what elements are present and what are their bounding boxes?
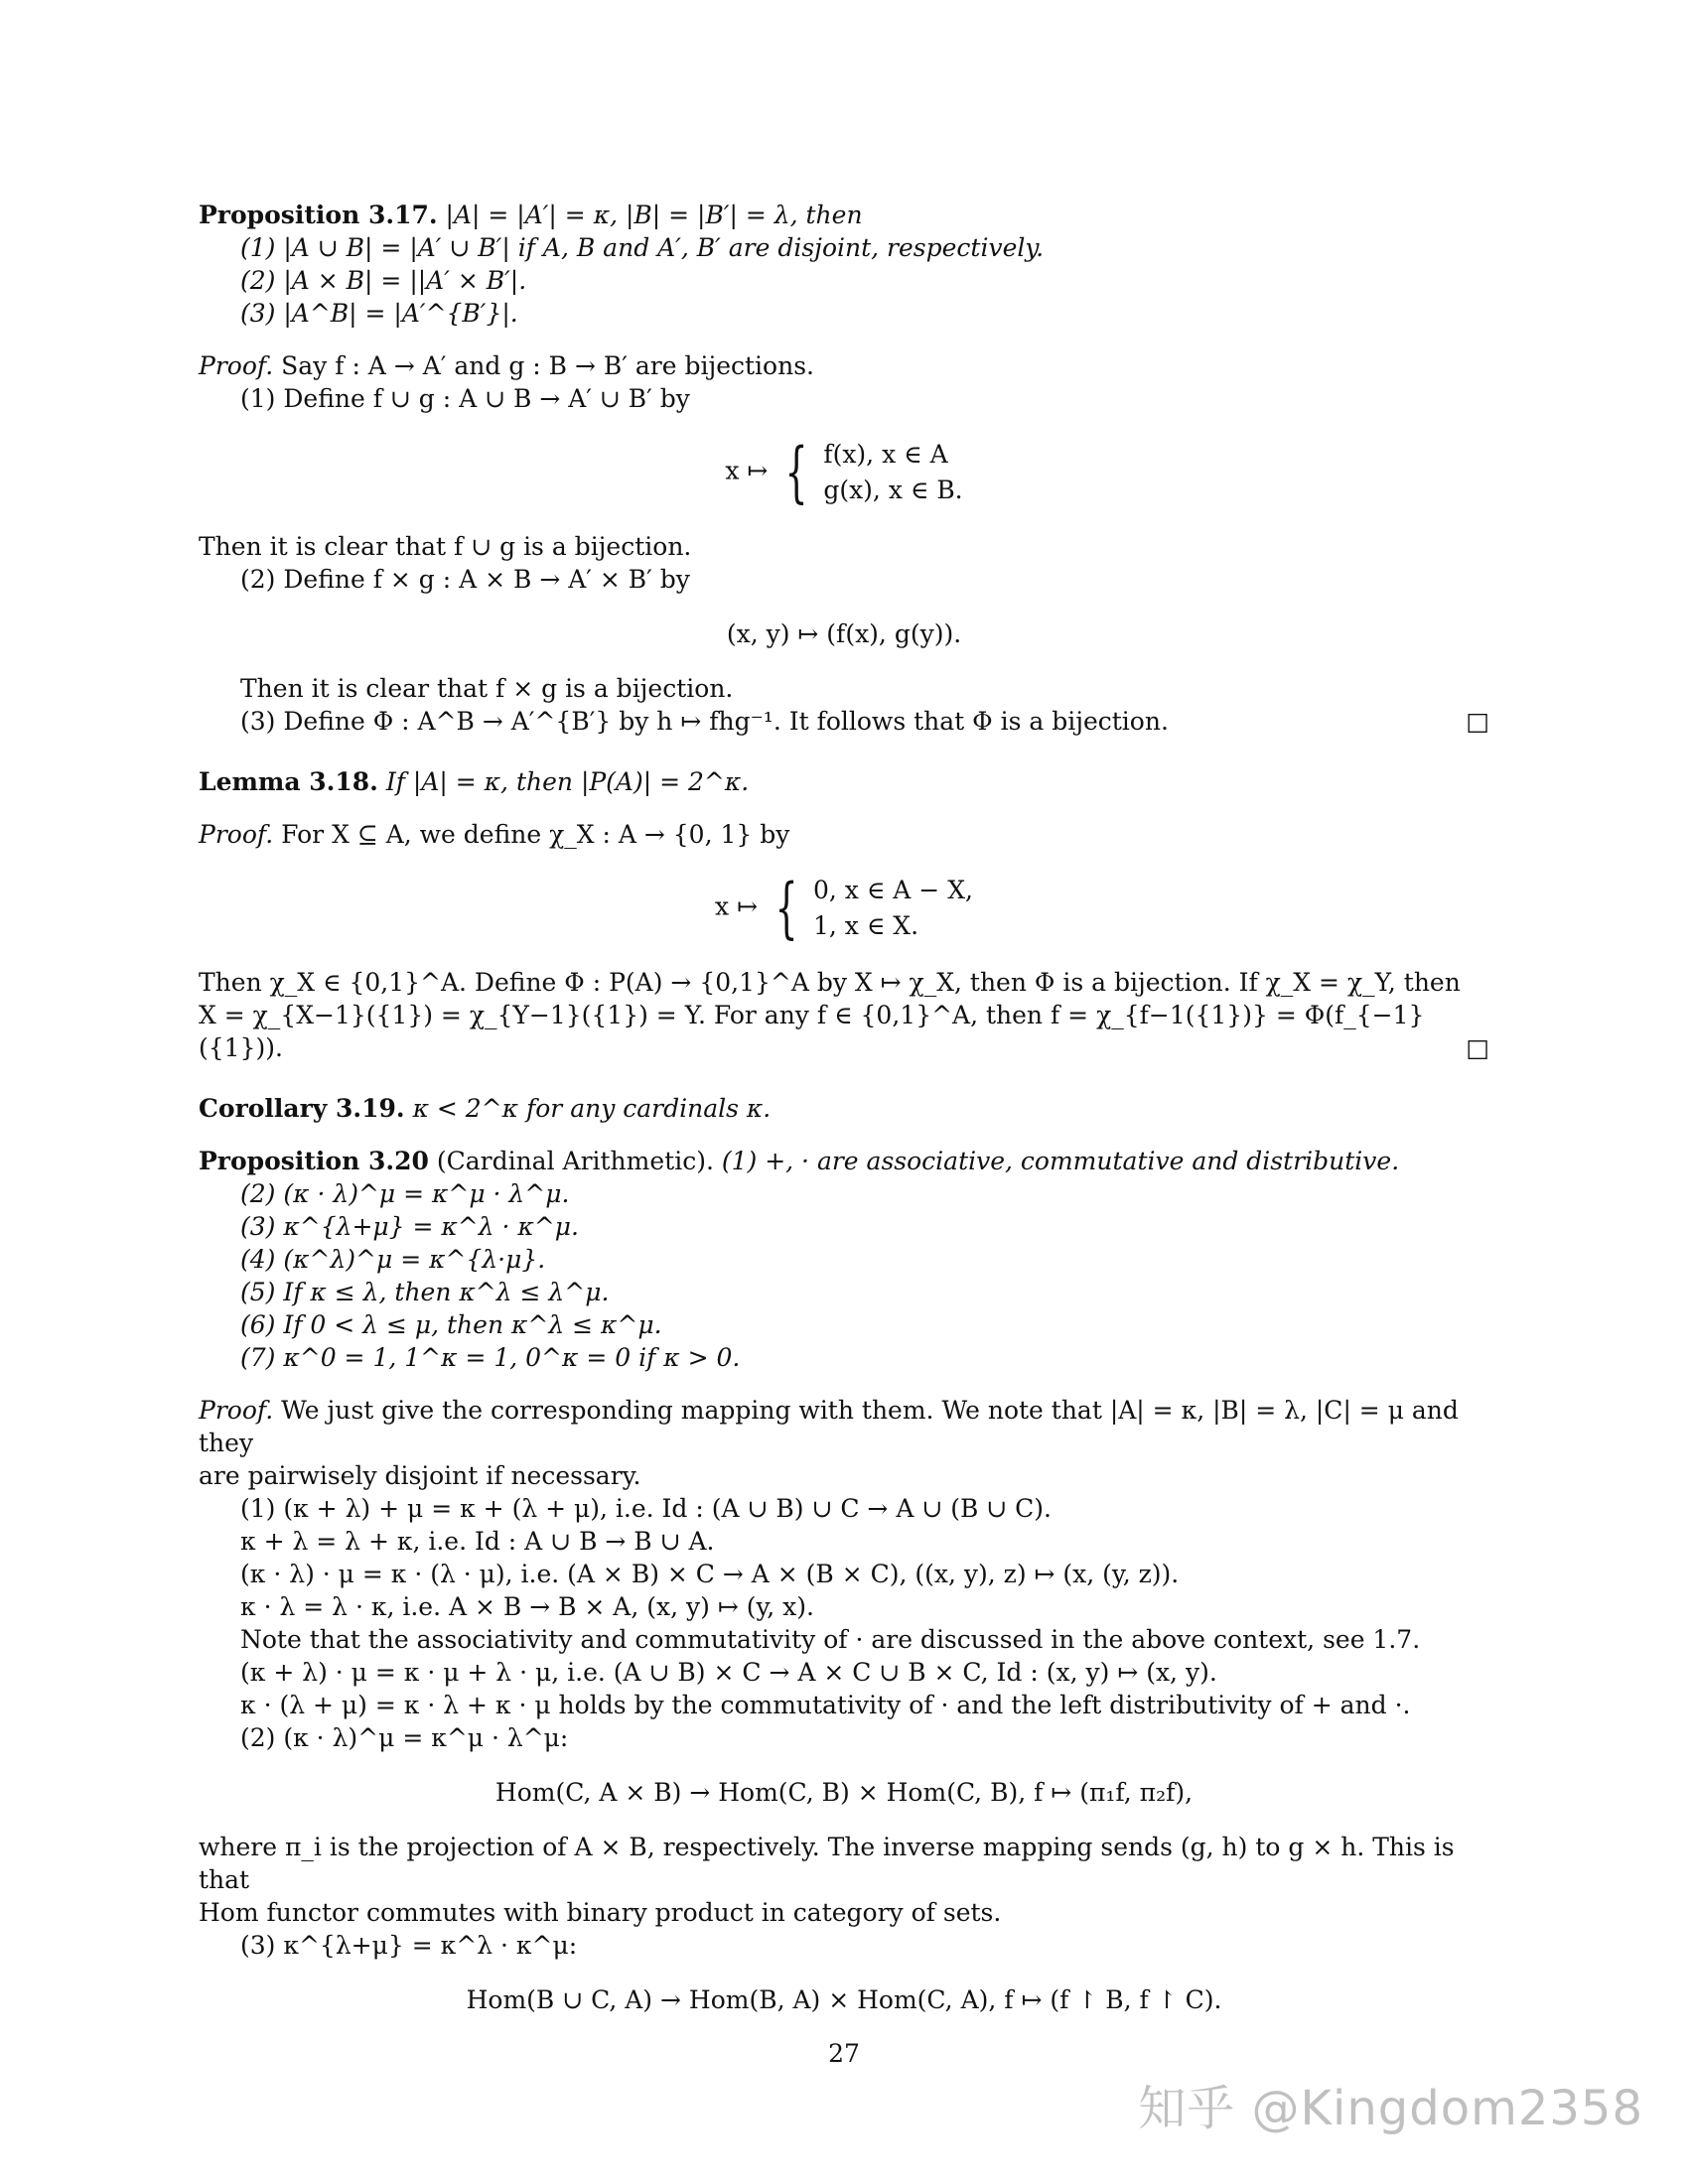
- proof-text: X = χ_{X−1}({1}) = χ_{Y−1}({1}) = Y. For any f ∈ {0,1}^A, then f = χ_{f−1({1})} = Φ(f_{−1}({1})).: [199, 1001, 1425, 1062]
- proof-3-17-intro: [199, 349, 1489, 382]
- proof-text: We just give the corresponding mapping with them. We note that |A| = κ, |B| = λ, |C| = μ and they: [199, 1396, 1459, 1457]
- proof-text: are pairwisely disjoint if necessary.: [199, 1461, 641, 1490]
- proof-text: For X ⊆ A, we define χ_X : A → {0, 1} by: [281, 820, 790, 849]
- proof-heading: Proof.: [199, 820, 274, 849]
- proposition-item: (6) If 0 < λ ≤ μ, then κ^λ ≤ κ^μ.: [240, 1310, 662, 1339]
- proof-text: Say f : A → A′ and g : B → B′ are bijections.: [281, 351, 814, 380]
- proposition-item: (2) (κ · λ)^μ = κ^μ · λ^μ.: [240, 1179, 570, 1208]
- left-brace: {: [784, 434, 808, 510]
- case-line: f(x), x ∈ A: [823, 440, 948, 469]
- proof-step: (2) Define f × g : A × B → A′ × B′ by: [240, 565, 690, 594]
- proposition-parenthetical: (Cardinal Arithmetic).: [436, 1147, 714, 1175]
- corollary-statement: κ < 2^κ for any cardinals κ.: [412, 1094, 772, 1123]
- proposition-item: (3) κ^{λ+μ} = κ^λ · κ^μ.: [240, 1212, 579, 1241]
- proof-text: Hom functor commutes with binary product in category of sets.: [199, 1898, 1002, 1927]
- left-brace: {: [774, 870, 798, 946]
- proposition-item: (7) κ^0 = 1, 1^κ = 1, 0^κ = 0 if κ > 0.: [240, 1343, 741, 1372]
- proposition-3-20: [199, 1145, 1489, 1177]
- proof-text-last: [199, 999, 1489, 1064]
- proposition-item: (1) |A ∪ B| = |A′ ∪ B′| if A, B and A′, B′ are disjoint, respectively.: [240, 233, 1045, 262]
- proposition-item: (3) |A^B| = |A′^{B′}|.: [240, 299, 518, 328]
- lemma-heading: Lemma 3.18.: [199, 767, 378, 796]
- proof-step: (1) Define f ∪ g : A ∪ B → A′ ∪ B′ by: [240, 384, 690, 413]
- proof-line: Note that the associativity and commutativity of · are discussed in the above context, see 1.7.: [240, 1625, 1421, 1654]
- case-line: 1, x ∈ X.: [813, 911, 919, 940]
- proof-line: κ + λ = λ + κ, i.e. Id : A ∪ B → B ∪ A.: [240, 1527, 715, 1556]
- proposition-heading: Proposition 3.17.: [199, 201, 438, 229]
- proof-line: κ · (λ + μ) = κ · λ + κ · μ holds by the commutativity of · and the left distributivity of + and ·.: [240, 1691, 1411, 1719]
- case-line: g(x), x ∈ B.: [823, 476, 963, 504]
- proposition-heading: Proposition 3.20: [199, 1147, 429, 1175]
- proof-line: (1) (κ + λ) + μ = κ + (λ + μ), i.e. Id : (A ∪ B) ∪ C → A ∪ (B ∪ C).: [240, 1494, 1053, 1523]
- display-hom-map-2: Hom(B ∪ C, A) → Hom(B, A) × Hom(C, A), f ↦ (f ↾ B, f ↾ C).: [466, 1985, 1222, 2014]
- map-lhs: x ↦: [725, 456, 769, 485]
- proof-line: κ · λ = λ · κ, i.e. A × B → B × A, (x, y) ↦ (y, x).: [240, 1592, 814, 1621]
- proof-text: where π_i is the projection of A × B, respectively. The inverse mapping sends (g, h) to g × h. This is that: [199, 1833, 1455, 1894]
- proposition-3-17: [199, 199, 1489, 231]
- case-line: 0, x ∈ A − X,: [813, 876, 973, 904]
- proposition-item: (5) If κ ≤ λ, then κ^λ ≤ λ^μ.: [240, 1278, 610, 1306]
- proof-heading: Proof.: [199, 1396, 274, 1425]
- map-lhs: x ↦: [715, 891, 759, 921]
- corollary-heading: Corollary 3.19.: [199, 1094, 405, 1123]
- proposition-statement: |A| = |A′| = κ, |B| = |B′| = λ, then: [445, 201, 863, 229]
- lemma-statement: If |A| = κ, then |P(A)| = 2^κ.: [385, 767, 750, 796]
- piecewise-map-chi: [199, 870, 1489, 946]
- display-hom-map-1: Hom(C, A × B) → Hom(C, B) × Hom(C, B), f ↦ (π₁f, π₂f),: [494, 1778, 1194, 1807]
- piecewise-map-1: [199, 434, 1489, 510]
- proof-text: Then it is clear that f ∪ g is a bijection.: [199, 532, 692, 561]
- qed-symbol: □: [1466, 707, 1489, 736]
- page-number: 27: [828, 2039, 860, 2068]
- proof-text: Then it is clear that f × g is a bijection.: [240, 674, 734, 703]
- proposition-item: (4) (κ^λ)^μ = κ^{λ·μ}.: [240, 1245, 546, 1274]
- qed-symbol: □: [1466, 1033, 1489, 1062]
- proposition-item: (1) +, · are associative, commutative and distributive.: [721, 1147, 1400, 1175]
- proof-step-3: [199, 705, 1489, 738]
- corollary-3-19: [199, 1092, 1489, 1125]
- watermark: 知乎 @Kingdom2358: [1138, 2081, 1643, 2136]
- display-map-2: (x, y) ↦ (f(x), g(y)).: [726, 619, 962, 648]
- proof-3-20-intro: [199, 1394, 1489, 1459]
- proof-text: (3) Define Φ : A^B → A′^{B′} by h ↦ fhg⁻¹. It follows that Φ is a bijection.: [240, 707, 1169, 736]
- proof-line: (3) κ^{λ+μ} = κ^λ · κ^μ:: [240, 1931, 578, 1960]
- page-body: [199, 199, 1489, 2038]
- proof-3-18-intro: [199, 818, 1489, 851]
- proof-heading: Proof.: [199, 351, 274, 380]
- proof-text: Then χ_X ∈ {0,1}^A. Define Φ : P(A) → {0,1}^A by X ↦ χ_X, then Φ is a bijection. If χ_X = χ_Y, then: [199, 968, 1461, 997]
- proposition-item: (2) |A × B| = ||A′ × B′|.: [240, 266, 527, 295]
- lemma-3-18: [199, 765, 1489, 798]
- proof-line: (κ + λ) · μ = κ · μ + λ · μ, i.e. (A ∪ B) × C → A × C ∪ B × C, Id : (x, y) ↦ (x, y).: [240, 1658, 1217, 1687]
- proof-line: (κ · λ) · μ = κ · (λ · μ), i.e. (A × B) × C → A × (B × C), ((x, y), z) ↦ (x, (y, z)).: [240, 1560, 1180, 1588]
- proof-line: (2) (κ · λ)^μ = κ^μ · λ^μ:: [240, 1723, 569, 1752]
